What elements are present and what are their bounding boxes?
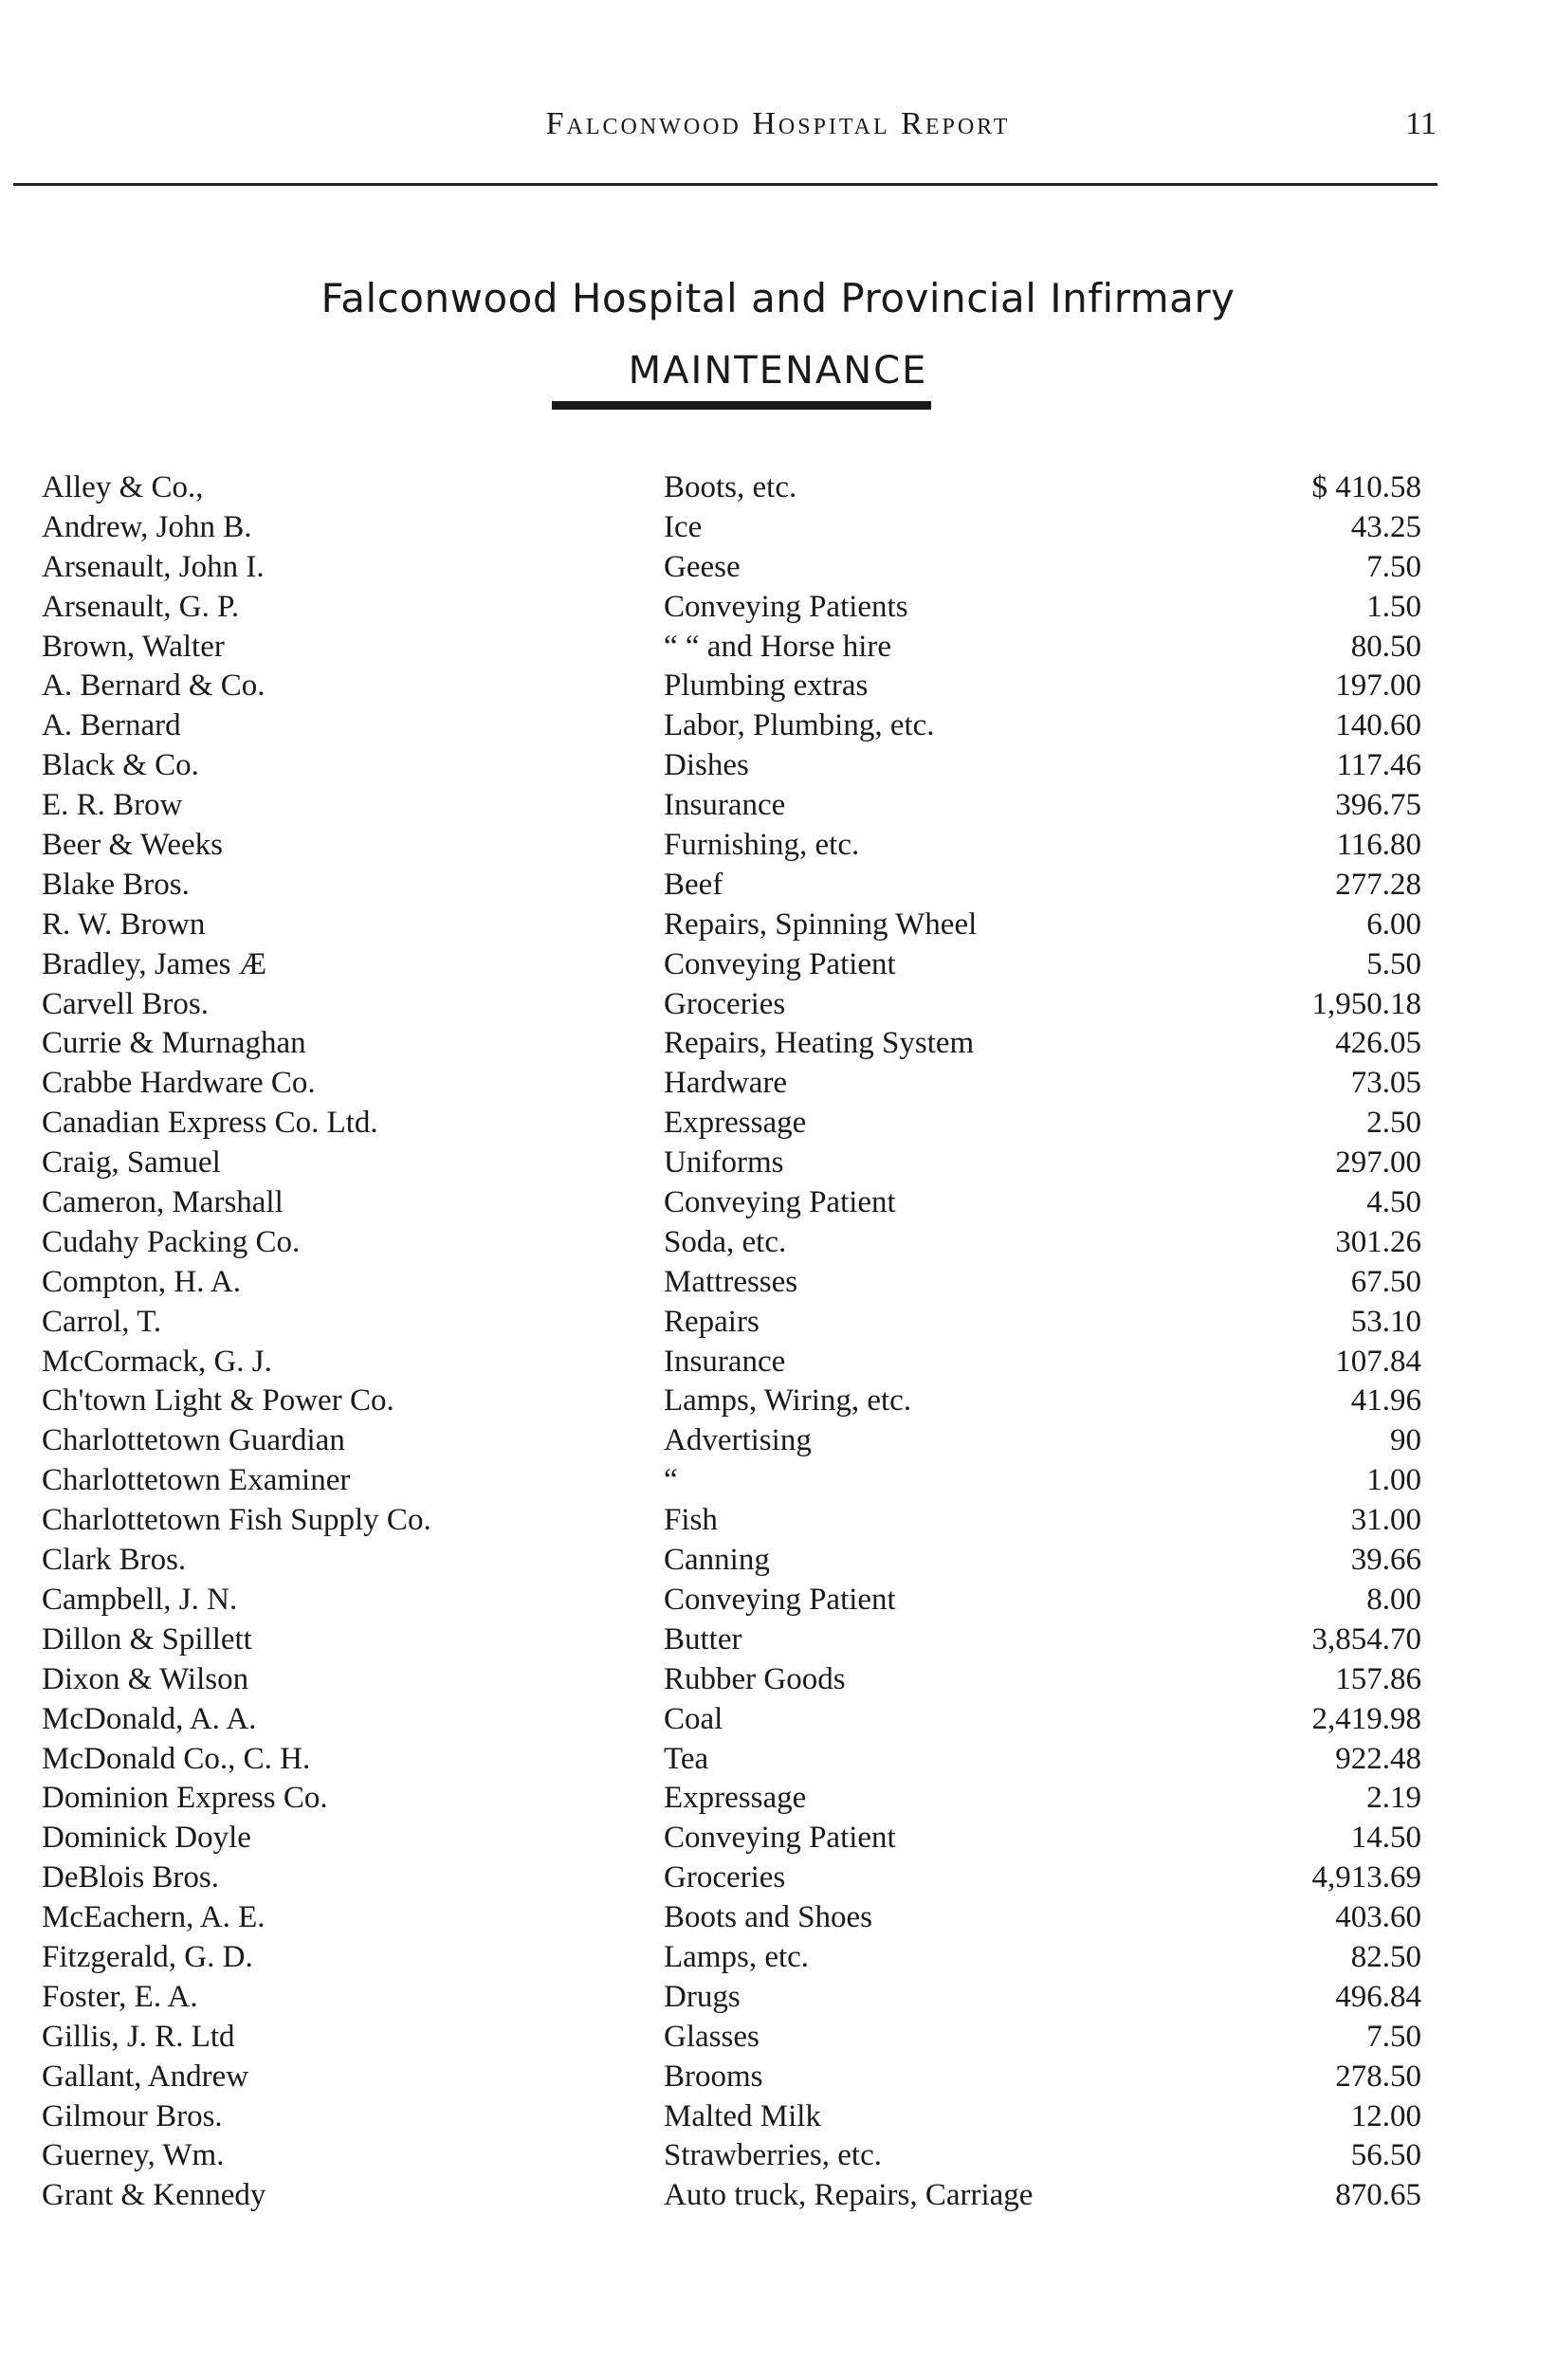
ledger-row	[0, 1461, 1556, 1501]
vendor-name: Dixon & Wilson	[42, 1661, 249, 1696]
item-description: Repairs, Heating System	[664, 1026, 975, 1061]
vendor-name: Alley & Co.,	[42, 470, 204, 504]
ledger-row	[0, 746, 1556, 786]
amount: 116.80	[1336, 828, 1421, 863]
ledger-row	[0, 1700, 1556, 1740]
ledger-row	[0, 2136, 1556, 2176]
amount: 1,950.18	[1311, 986, 1421, 1021]
item-description: Conveying Patient	[664, 946, 896, 981]
amount: 301.26	[1335, 1224, 1421, 1259]
vendor-name: Foster, E. A.	[42, 1979, 198, 2014]
vendor-name: Bradley, James Æ	[42, 946, 267, 981]
item-description: Plumbing extras	[664, 668, 869, 704]
ledger-row	[0, 985, 1556, 1025]
amount: 82.50	[1350, 1939, 1421, 1974]
ledger-row	[0, 1303, 1556, 1343]
item-description: Beef	[664, 867, 723, 902]
ledger-row	[0, 1144, 1556, 1183]
vendor-name: Charlottetown Guardian	[42, 1423, 345, 1458]
item-description: Fish	[664, 1503, 718, 1538]
item-description: Labor, Plumbing, etc.	[664, 708, 935, 743]
ledger-row	[0, 1898, 1556, 1938]
ledger-row	[0, 1978, 1556, 2018]
amount: 90	[1390, 1423, 1421, 1458]
amount: 2,419.98	[1311, 1701, 1421, 1736]
item-description: Lamps, Wiring, etc.	[664, 1383, 912, 1419]
vendor-name: Cudahy Packing Co.	[42, 1224, 301, 1259]
vendor-name: Beer & Weeks	[42, 828, 224, 863]
page-number: 11	[1405, 106, 1437, 141]
ledger-row	[0, 1581, 1556, 1620]
vendor-name: A. Bernard	[42, 708, 181, 743]
amount: 278.50	[1335, 2059, 1421, 2094]
item-description: Auto truck, Repairs, Carriage	[664, 2178, 1034, 2213]
vendor-name: Arsenault, John I.	[42, 549, 265, 584]
ledger-row	[0, 945, 1556, 985]
amount: 426.05	[1335, 1026, 1421, 1061]
vendor-name: Clark Bros.	[42, 1543, 187, 1578]
vendor-name: Dominick Doyle	[42, 1821, 251, 1856]
vendor-name: Fitzgerald, G. D.	[42, 1939, 253, 1974]
amount: 43.25	[1350, 509, 1421, 544]
ledger-row	[0, 1501, 1556, 1541]
item-description: Conveying Patient	[664, 1582, 896, 1617]
vendor-name: Crabbe Hardware Co.	[42, 1066, 316, 1101]
ledger-row	[0, 1024, 1556, 1064]
vendor-name: Carrol, T.	[42, 1304, 162, 1339]
ledger-row	[0, 1938, 1556, 1978]
running-head	[0, 106, 1556, 163]
amount: 2.19	[1366, 1781, 1421, 1816]
ledger-row	[0, 2097, 1556, 2137]
amount: 117.46	[1336, 748, 1421, 783]
item-description: Soda, etc.	[664, 1224, 787, 1259]
item-description: Mattresses	[664, 1264, 798, 1299]
item-description: Canning	[664, 1543, 770, 1578]
item-description: Conveying Patient	[664, 1821, 896, 1856]
vendor-name: Dominion Express Co.	[42, 1781, 328, 1816]
vendor-name: Craig, Samuel	[42, 1145, 221, 1181]
ledger-row	[0, 548, 1556, 588]
vendor-name: Cameron, Marshall	[42, 1185, 284, 1220]
vendor-name: Arsenault, G. P.	[42, 589, 240, 624]
maintenance-ledger	[0, 468, 1556, 2216]
ledger-row	[0, 1620, 1556, 1660]
amount: 140.60	[1335, 708, 1421, 743]
amount: 1.00	[1366, 1463, 1421, 1498]
item-description: Conveying Patient	[664, 1185, 896, 1220]
item-description: Brooms	[664, 2059, 763, 2094]
ledger-row	[0, 667, 1556, 706]
ledger-row	[0, 2176, 1556, 2216]
vendor-name: McDonald Co., C. H.	[42, 1741, 311, 1776]
item-description: Boots and Shoes	[664, 1900, 873, 1935]
item-description: Conveying Patients	[664, 589, 908, 624]
ledger-row	[0, 706, 1556, 746]
vendor-name: Blake Bros.	[42, 867, 190, 902]
amount: 277.28	[1335, 867, 1421, 902]
running-title: Falconwood Hospital Report	[545, 106, 1011, 141]
vendor-name: Guerney, Wm.	[42, 2138, 225, 2173]
vendor-name: R. W. Brown	[42, 906, 206, 942]
ledger-row	[0, 468, 1556, 508]
ledger-row	[0, 1819, 1556, 1858]
vendor-name: Ch'town Light & Power Co.	[42, 1383, 394, 1419]
vendor-name: Charlottetown Examiner	[42, 1463, 351, 1498]
vendor-name: Brown, Walter	[42, 629, 225, 664]
page-title: Falconwood Hospital and Provincial Infirmary	[320, 275, 1236, 321]
item-description: Expressage	[664, 1106, 807, 1141]
item-description: Insurance	[664, 788, 786, 823]
ledger-row	[0, 866, 1556, 906]
item-description: Rubber Goods	[664, 1661, 846, 1696]
vendor-name: Currie & Murnaghan	[42, 1026, 306, 1061]
ledger-row	[0, 1421, 1556, 1461]
amount: 1.50	[1366, 589, 1421, 624]
amount: 396.75	[1335, 788, 1421, 823]
amount: 53.10	[1350, 1304, 1421, 1339]
vendor-name: Black & Co.	[42, 748, 199, 783]
amount: 73.05	[1350, 1066, 1421, 1101]
amount: 5.50	[1366, 946, 1421, 981]
ledger-row	[0, 508, 1556, 548]
amount: 7.50	[1366, 549, 1421, 584]
ledger-row	[0, 1858, 1556, 1898]
header-rule	[13, 183, 1437, 186]
item-description: Malted Milk	[664, 2098, 821, 2133]
ledger-row	[0, 1183, 1556, 1223]
vendor-name: Gallant, Andrew	[42, 2059, 249, 2094]
ledger-row	[0, 906, 1556, 945]
ledger-row	[0, 1223, 1556, 1263]
ledger-row	[0, 628, 1556, 668]
amount: 197.00	[1335, 668, 1421, 704]
vendor-name: McDonald, A. A.	[42, 1701, 257, 1736]
amount: 4.50	[1366, 1185, 1421, 1220]
item-description: “ “ and Horse hire	[664, 629, 892, 664]
item-description: Dishes	[664, 748, 749, 783]
item-description: “	[664, 1463, 678, 1498]
ledger-row	[0, 1064, 1556, 1104]
amount: 56.50	[1350, 2138, 1421, 2173]
vendor-name: Grant & Kennedy	[42, 2178, 266, 2213]
vendor-name: A. Bernard & Co.	[42, 668, 265, 704]
item-description: Geese	[664, 549, 741, 584]
vendor-name: Carvell Bros.	[42, 986, 209, 1021]
item-description: Expressage	[664, 1781, 807, 1816]
vendor-name: Charlottetown Fish Supply Co.	[42, 1503, 431, 1538]
section-title: MAINTENANCE	[628, 349, 928, 393]
item-description: Groceries	[664, 1860, 786, 1895]
ledger-row	[0, 1779, 1556, 1819]
item-description: Hardware	[664, 1066, 788, 1101]
ledger-row	[0, 1343, 1556, 1382]
ledger-row	[0, 1541, 1556, 1581]
amount: 7.50	[1366, 2019, 1421, 2054]
amount: $ 410.58	[1311, 470, 1421, 504]
ledger-row	[0, 786, 1556, 826]
item-description: Furnishing, etc.	[664, 828, 860, 863]
amount: 403.60	[1335, 1900, 1421, 1935]
amount: 41.96	[1350, 1383, 1421, 1419]
ledger-row	[0, 1740, 1556, 1780]
amount: 14.50	[1350, 1821, 1421, 1856]
item-description: Repairs	[664, 1304, 760, 1339]
vendor-name: McCormack, G. J.	[42, 1344, 272, 1379]
item-description: Strawberries, etc.	[664, 2138, 882, 2173]
ledger-row	[0, 2058, 1556, 2097]
vendor-name: Canadian Express Co. Ltd.	[42, 1106, 378, 1141]
amount: 6.00	[1366, 906, 1421, 942]
amount: 67.50	[1350, 1264, 1421, 1299]
vendor-name: Dillon & Spillett	[42, 1621, 252, 1657]
ledger-row	[0, 1660, 1556, 1700]
item-description: Insurance	[664, 1344, 786, 1379]
item-description: Tea	[664, 1741, 709, 1776]
item-description: Glasses	[664, 2019, 760, 2054]
vendor-name: Compton, H. A.	[42, 1264, 241, 1299]
ledger-row	[0, 1382, 1556, 1421]
amount: 4,913.69	[1311, 1860, 1421, 1895]
amount: 8.00	[1366, 1582, 1421, 1617]
amount: 107.84	[1335, 1344, 1421, 1379]
item-description: Uniforms	[664, 1145, 784, 1181]
amount: 496.84	[1335, 1979, 1421, 2014]
ledger-row	[0, 826, 1556, 866]
vendor-name: McEachern, A. E.	[42, 1900, 265, 1935]
amount: 922.48	[1335, 1741, 1421, 1776]
vendor-name: E. R. Brow	[42, 788, 183, 823]
section-title-rule	[552, 401, 931, 410]
vendor-name: DeBlois Bros.	[42, 1860, 220, 1895]
ledger-row	[0, 588, 1556, 628]
ledger-row	[0, 2018, 1556, 2058]
amount: 12.00	[1350, 2098, 1421, 2133]
ledger-row	[0, 1263, 1556, 1303]
vendor-name: Gillis, J. R. Ltd	[42, 2019, 235, 2054]
item-description: Ice	[664, 509, 703, 544]
item-description: Coal	[664, 1701, 723, 1736]
item-description: Advertising	[664, 1423, 812, 1458]
amount: 870.65	[1335, 2178, 1421, 2213]
item-description: Groceries	[664, 986, 786, 1021]
item-description: Boots, etc.	[664, 470, 797, 504]
amount: 80.50	[1350, 629, 1421, 664]
amount: 297.00	[1335, 1145, 1421, 1181]
item-description: Lamps, etc.	[664, 1939, 810, 1974]
amount: 39.66	[1350, 1543, 1421, 1578]
amount: 3,854.70	[1311, 1621, 1421, 1657]
item-description: Butter	[664, 1621, 742, 1657]
ledger-row	[0, 1104, 1556, 1144]
vendor-name: Andrew, John B.	[42, 509, 252, 544]
item-description: Drugs	[664, 1979, 741, 2014]
vendor-name: Gilmour Bros.	[42, 2098, 223, 2133]
vendor-name: Campbell, J. N.	[42, 1582, 238, 1617]
amount: 2.50	[1366, 1106, 1421, 1141]
amount: 31.00	[1350, 1503, 1421, 1538]
item-description: Repairs, Spinning Wheel	[664, 906, 978, 942]
amount: 157.86	[1335, 1661, 1421, 1696]
